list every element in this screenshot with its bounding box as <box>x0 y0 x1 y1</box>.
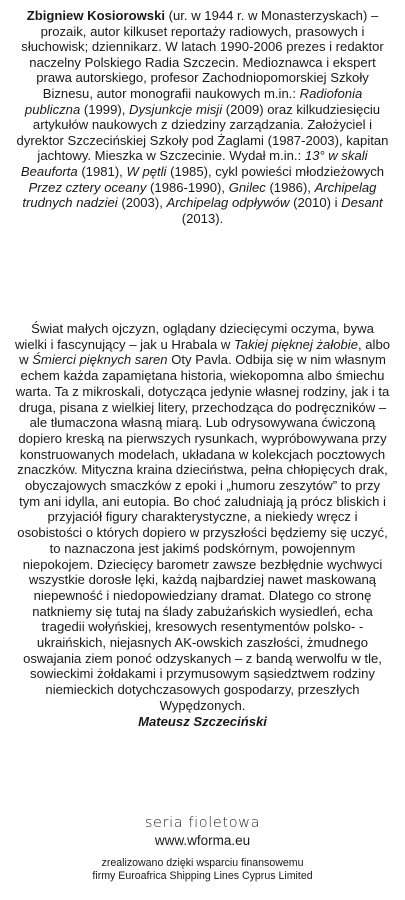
book-title: Radiofonia publiczna <box>24 85 363 117</box>
series-name: seria fioletowa <box>144 815 261 831</box>
book-title: Desant <box>341 195 383 211</box>
book-title: Przez cztery oceany <box>28 179 147 195</box>
book-title: 13° w skali Beauforta <box>20 148 368 179</box>
book-title: Archipelag trudnych nadziei <box>22 179 377 211</box>
author-name: Zbigniew Kosiorowski <box>26 8 165 23</box>
cited-title: Śmierci pięknych saren <box>32 352 168 368</box>
book-title: Dysjunkcje misji <box>129 101 223 117</box>
author-bio: Zbigniew Kosiorowski (ur. w 1944 r. w Monasterzyskach) – prozaik, autor kilkuset reportaży radiowych, prasowych i słuchowisk; dziennikarz. W latach 1990-2006 prezes i redaktor naczelny Polskiego Radia Szczecin. Medioznawca i ekspert prawa autorskiego, profesor Zachodniopomorskiej Szkoły Biznesu, autor monografii naukowych m.in.: Radiofonia publiczna (1999), Dysjunkcje misji (2009) oraz kilkudziesięciu artykułów naukowych z dziedziny zarządzania. Założyciel i dyrektor Szczecińskiej Szkoły pod Żaglami (1987-2003), kapitan jachtowy. Mieszka w Szczecinie. Wydał m.in.: 13° w skali Beauforta (1981), W pętli (1985), cykl powieści młodzieżowych Przez cztery oceany (1986-1990), Gnilec (1986), Archipelag trudnych nadziei (2003), Archipelag odpływów (2010) i Desant (2013). <box>16 8 389 226</box>
book-blurb: Świat małych ojczyzn, oglądany dziecięcymi oczyma, bywa wielki i fascynujący – jak u Hrabala w Takiej pięknej żałobie, albo w Śmierci pięknych saren Oty Pavla. Odbija się w nim własnym echem każda zapamiętana historia, wiekopomna albo śmiechu warta. Ta z mikroskali, dotycząca jedynie własnej rodziny, jak i ta druga, pisana z wielkiej litery, przechodząca do podręczników – ale tłumaczona własną miarą. Lub odrysowywana ćwiczoną dopiero kreską na pierwszych rysunkach, wypróbowywana przy konstruowanych modelach, układana w kolekcjach pocztowych znaczków. Mityczna kraina dzieciństwa, pełna chłopięcych drak, obyczajowych smaczków z epoki i „humoru zeszytów” to przy tym ani idylla, ani eutopia. Bo choć zaludniają ją prócz bliskich i przyjaciół figury charakterystyczne, a niekiedy wręcz i osobistości o których dopiero w przyszłości będziemy się uczyć, to naznaczona jest jakimś podskórnym, powojennym niepokojem. Dziecięcy barometr zawsze bezbłędnie wychwyci wszystkie dorosłe lęki, każdą najbardziej nawet maskowaną niepewność i niedopowiedziany dramat. Dlatego co stronę natkniemy się tutaj na ślady zabużańskich wysiedleń, echa tragedii wołyńskiej, kresowych resentymentów polsko- -ukraińskich, niejasnych AK-owskich zaszłości, żmudnego oswajania ziem ponoć odzyskanych – z bandą werwolfu w tle, sowieckimi żołdakami i przymusowym sąsiedztwem rodziny niemieckich dotychczasowych gospodarzy, przeszłych Wypędzonych. Mateusz Szczeciński <box>14 321 391 729</box>
blurb-signature: Mateusz Szczeciński <box>138 713 267 729</box>
sponsor-note <box>0 857 405 883</box>
sponsor-line: firmy Euroafrica Shipping Lines Cyprus Limited <box>92 869 313 882</box>
book-title: Gnilec <box>228 179 266 195</box>
cited-title: Takiej pięknej żałobie <box>234 336 358 352</box>
sponsor-line: zrealizowano dzięki wsparciu finansowemu <box>101 857 304 869</box>
book-title: W pętli <box>126 163 167 179</box>
publisher-website: www.wforma.eu <box>154 833 251 848</box>
book-title: Archipelag odpływów <box>166 195 290 211</box>
